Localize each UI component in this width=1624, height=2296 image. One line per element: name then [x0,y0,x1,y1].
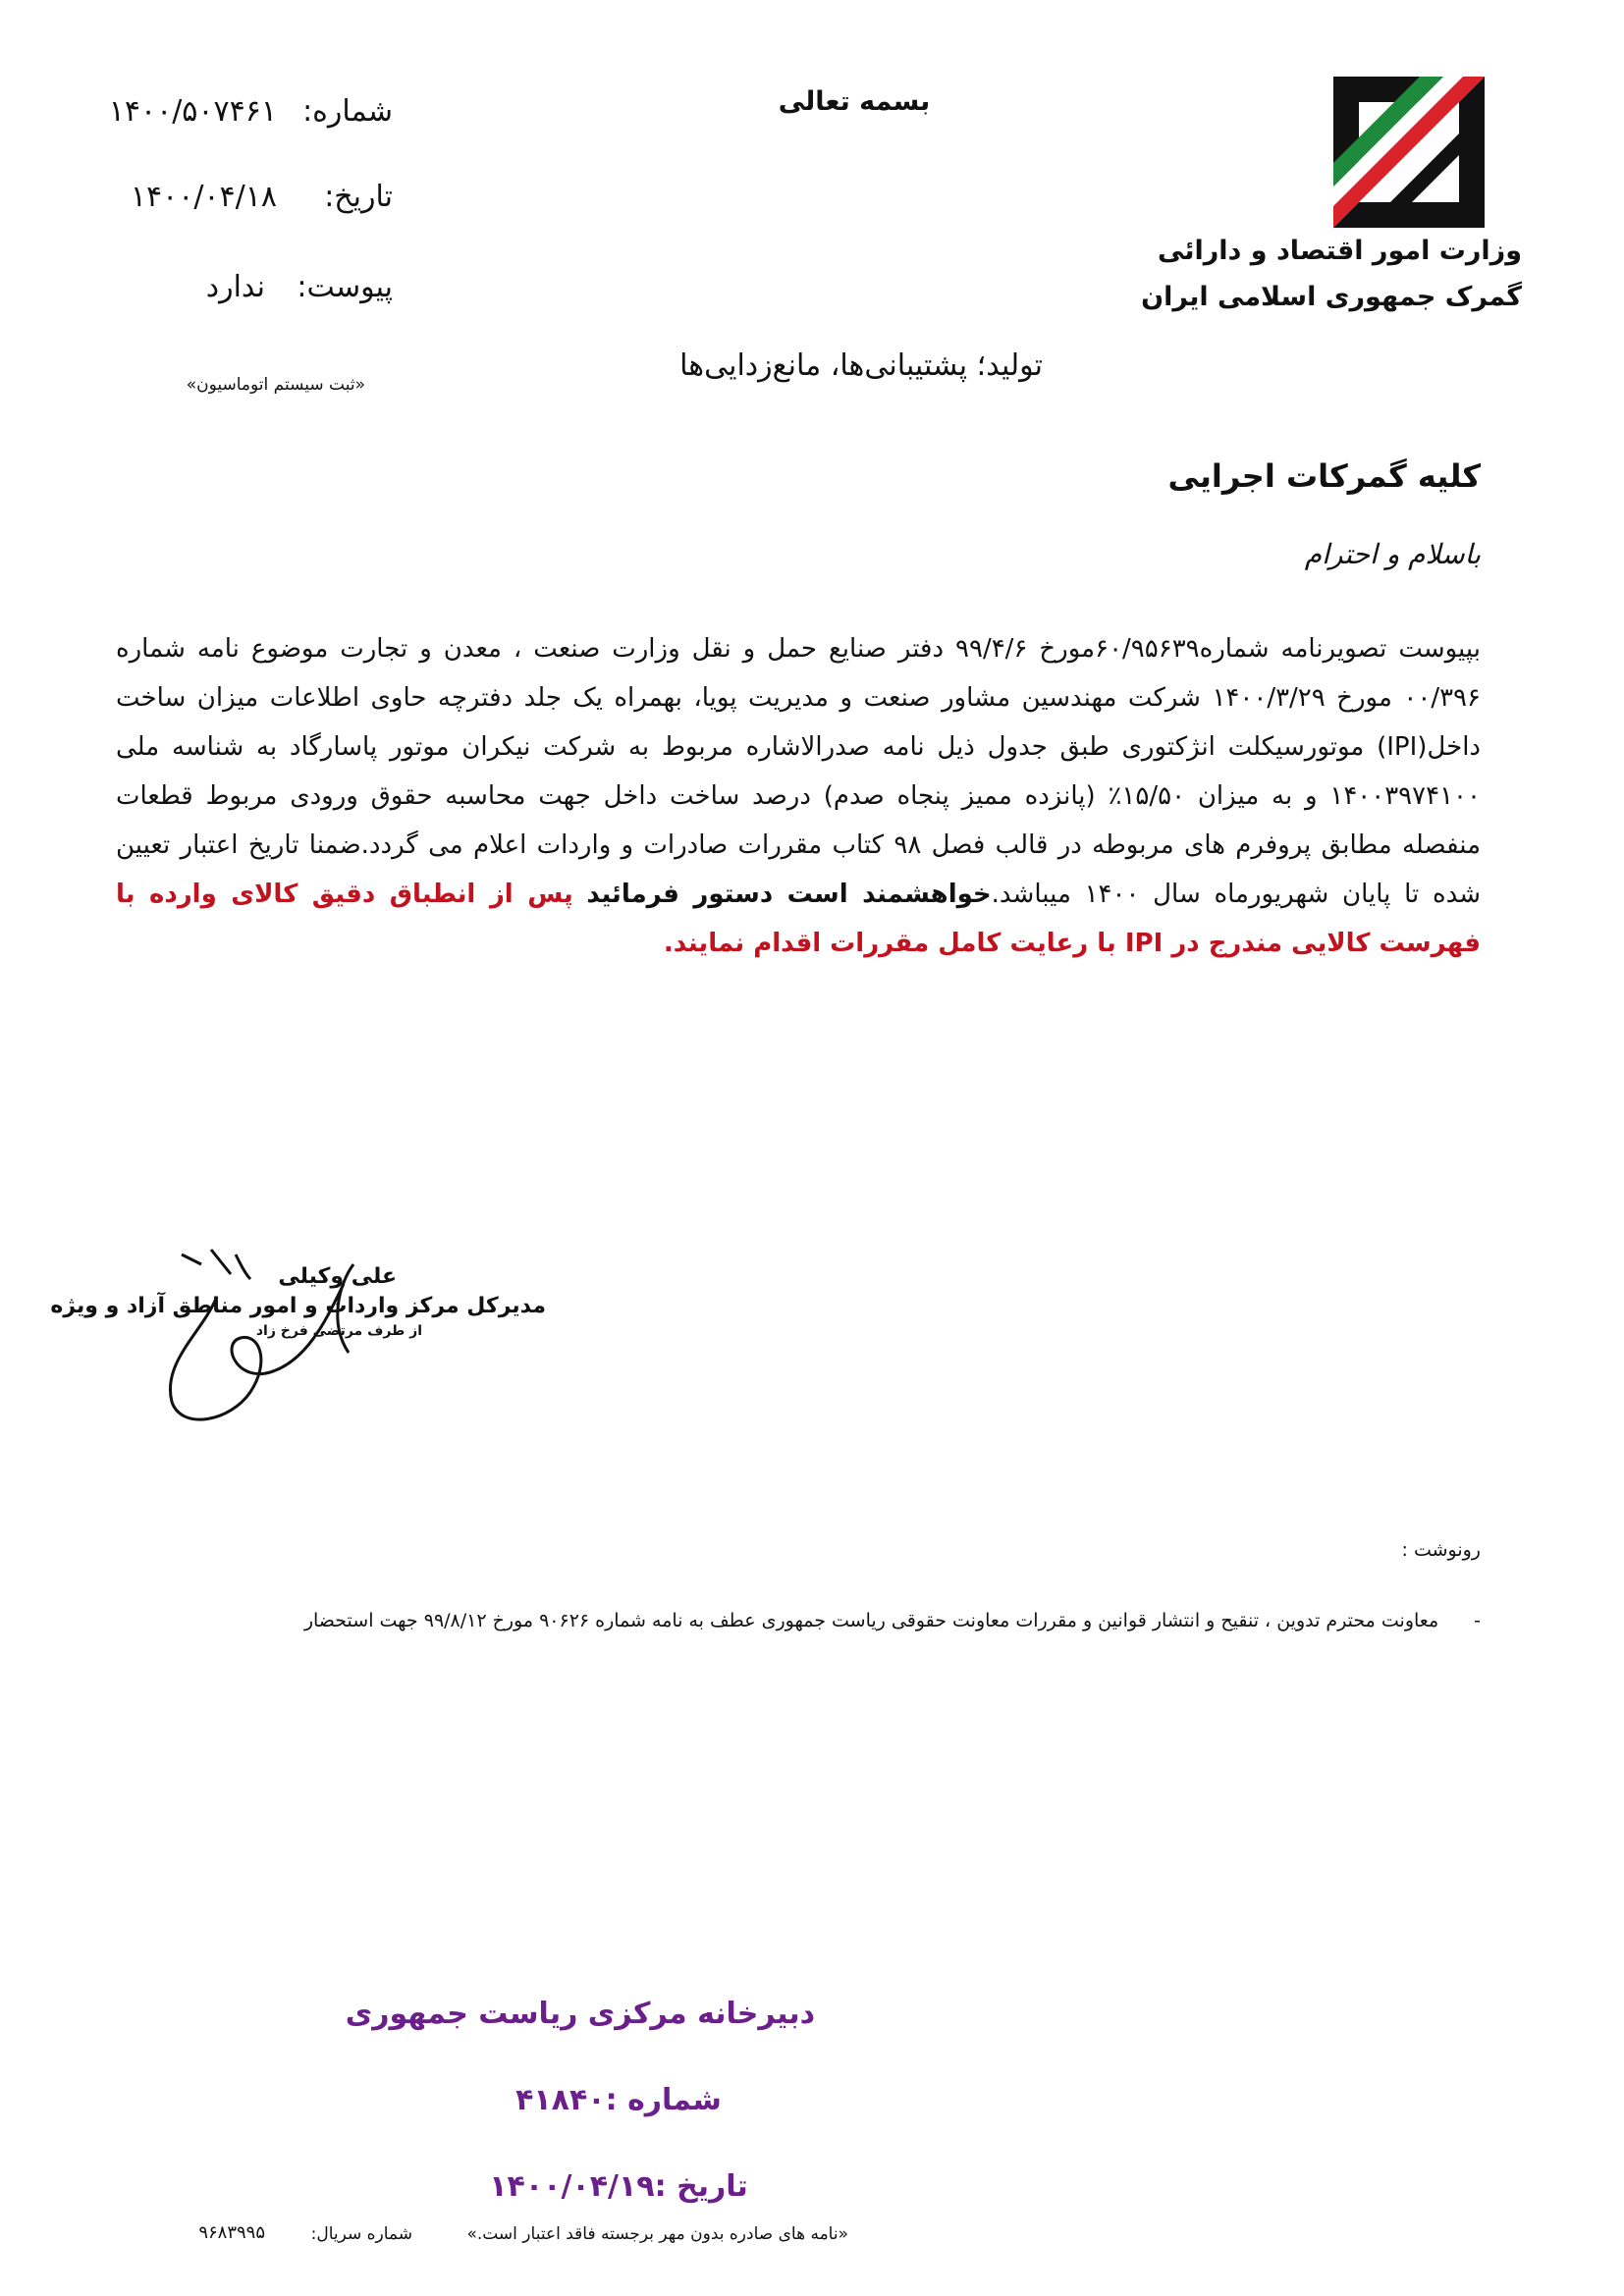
letter-date: ۱۴۰۰/۰۴/۱۸ [130,180,277,214]
signatory-title: مدیرکل مرکز واردات و امور مناطق آزاد و ویژه [50,1294,546,1318]
attachment-value: ندارد [205,270,265,304]
attachment-label: پیوست: [297,270,393,304]
stamp-number: شماره :۴۱۸۴۰ [515,2083,722,2117]
signatory-on-behalf: از طرف مرتضی فرخ زاد [255,1323,422,1339]
organization-name: گمرک جمهوری اسلامی ایران [1141,282,1522,312]
number-label: شماره: [302,94,393,129]
footer-validity-note: «نامه های صادره بدون مهر برجسته فاقد اعتبار است.» [466,2224,848,2244]
body-emphasis: پس از انطباق دقیق کالای وارده با فهرست کالایی مندرج در IPI با رعایت کامل مقررات اقدام نمایند. [116,880,1481,958]
body-paragraph: بپیوست تصویرنامه شماره۶۰/۹۵۶۳۹مورخ ۹۹/۴/۶ دفتر صنایع حمل و نقل وزارت صنعت ، معدن و تجارت موضوع نامه شماره ۰۰/۳۹۶ مورخ ۱۴۰۰/۳/۲۹ شرکت مهندسین مشاور صنعت و مدیریت پویا، بهمراه یک جلد دفترچه حاوی اطلاعات میزان ساخت داخل(IPI) موتورسیکلت انژکتوری طبق جدول ذیل نامه صدرالاشاره مربوط به شرکت نیکران موتور پاسارگاد به شناسه ملی ۱۴۰۰۳۹۷۴۱۰۰ و به میزان ۱۵/۵۰٪ (پانزده ممیز پنجاه صدم) درصد ساخت داخل جهت محاسبه حقوق ورودی مربوط قطعات منفصله مطابق پروفرم های مربوطه در قالب فصل ۹۸ کتاب مقررات صادرات و واردات اعلام می گردد.ضمنا تاریخ اعتبار تعیین شده تا پایان شهریورماه سال ۱۴۰۰ میباشد. [116,634,1481,909]
stamp-date: تاریخ :۱۴۰۰/۰۴/۱۹ [489,2169,748,2204]
bismillah-heading: بسمه تعالی [778,86,931,117]
automation-registration-note: «ثبت سیستم اتوماسیون» [186,375,365,395]
body-request: خواهشمند است دستور فرمائید [586,880,992,909]
cc-item [304,1610,1481,1631]
letter-number: ۱۴۰۰/۵۰۷۴۶۱ [108,94,277,129]
cc-label: رونوشت : [1401,1539,1481,1561]
date-label: تاریخ: [324,180,393,214]
letter-body [116,624,1481,968]
stamp-title: دبیرخانه مرکزی ریاست جمهوری [345,1997,815,2031]
letter-subject: تولید؛ پشتیبانی‌ها، مانع‌زدایی‌ها [679,348,1043,383]
recipient: کلیه گمرکات اجرایی [1167,457,1481,495]
greeting: باسلام و احترام [1304,538,1481,570]
customs-logo-icon [1326,69,1492,236]
signatory-name: علی وکیلی [278,1264,397,1289]
cc-dash: - [1474,1610,1481,1631]
ministry-name: وزارت امور اقتصاد و دارائی [1158,236,1522,266]
serial-number: ۹۶۸۳۹۹۵ [198,2222,265,2243]
serial-label: شماره سریال: [310,2224,412,2244]
cc-item-text: معاونت محترم تدوین ، تنقیح و انتشار قوانین و مقررات معاونت حقوقی ریاست جمهوری عطف به نامه شماره ۹۰۶۲۶ مورخ ۹۹/۸/۱۲ جهت استحضار [303,1610,1439,1631]
